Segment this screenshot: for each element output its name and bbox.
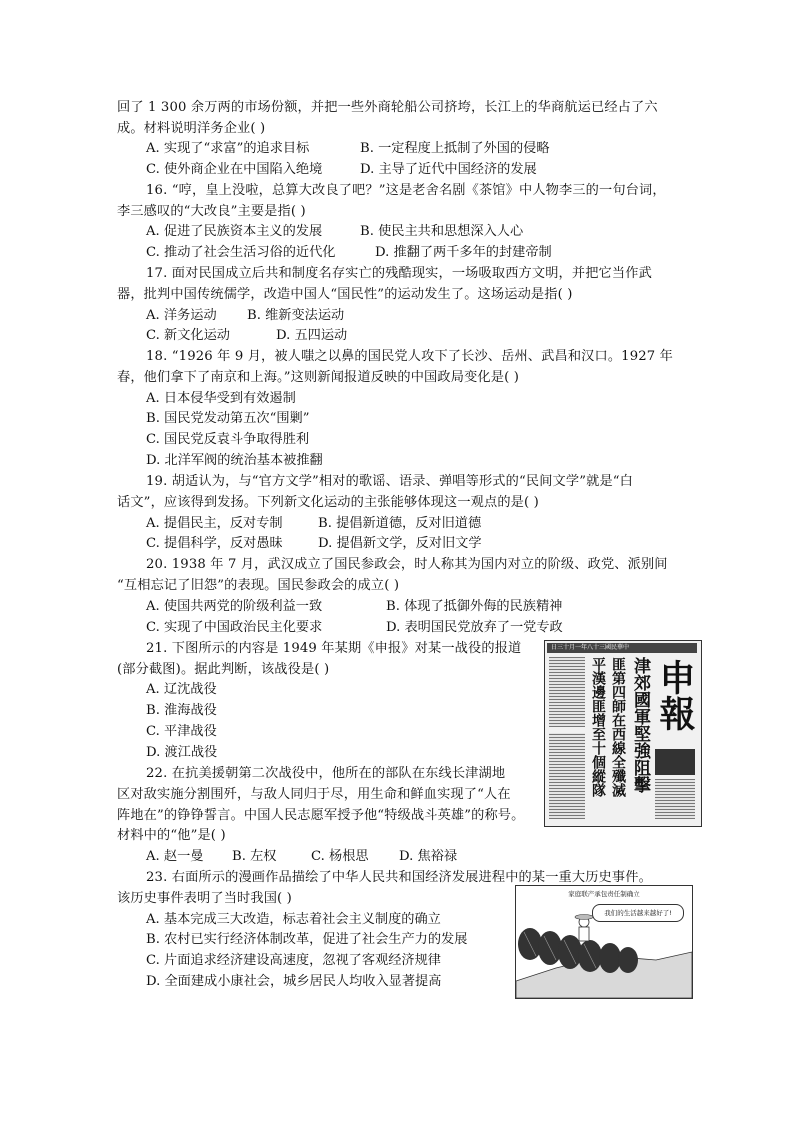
text-line: 区对敌实施分割围歼，与敌人同归于尽，用生命和鲜血实现了“人在 [117, 787, 511, 802]
option-d: D. 渡江战役 [146, 745, 218, 760]
option-a: A. 洋务运动 [146, 308, 217, 323]
option-d: D. 推翻了两千多年的封建帝制 [375, 245, 552, 260]
question-20: 20. 1938 年 7 月，武汉成立了国民参政会，时人称其为国内对立的阶级、政党、派别间 [146, 557, 668, 572]
option-b: B. 一定程度上抵制了外国的侵略 [360, 141, 550, 156]
question-16: 16. “哼，皇上没啦，总算大改良了吧？”这是老舍名剧《茶馆》中人物李三的一句台词， [146, 183, 666, 198]
newspaper-title: 申報 [654, 659, 696, 731]
newspaper-headline: 匪第四師在西線全殲滅 [610, 657, 626, 797]
option-a: A. 提倡民主，反对专制 [146, 516, 283, 531]
option-c: C. 国民党反袁斗争取得胜利 [146, 432, 310, 447]
cartoon-caption: 家庭联产承包责任制确立 [568, 890, 640, 898]
option-b: B. 农村已实行经济体制改革，促进了社会生产力的发展 [146, 932, 468, 947]
option-c: C. 推动了社会生活习俗的近代化 [146, 245, 336, 260]
question-22: 22. 在抗美援朝第二次战役中，他所在的部队在东线长津湖地 [146, 766, 506, 781]
option-d: D. 表明国民党放弃了一党专政 [386, 620, 563, 635]
newspaper-date: 日三十月一年八十三國民華中 [551, 644, 630, 651]
question-17: 17. 面对民国成立后共和制度名存实亡的残酷现实，一场吸取西方文明，并把它当作武 [146, 266, 652, 281]
option-b: B. 左权 [232, 849, 277, 864]
text-line: 成。材料说明洋务企业( ) [117, 121, 266, 136]
newspaper-ad-block [655, 749, 695, 775]
text-line: 该历史事件表明了当时我国( ) [117, 891, 292, 906]
cartoon-image [515, 885, 693, 999]
option-d: D. 五四运动 [276, 328, 348, 343]
text-line: 阵地在”的铮铮誓言。中国人民志愿军授予他“特级战斗英雄”的称号。 [117, 808, 525, 823]
option-a: A. 促进了民族资本主义的发展 [146, 224, 323, 239]
question-21: 21. 下图所示的内容是 1949 年某期《申报》对某一战役的报道 [146, 641, 522, 656]
text-line: “互相忘记了旧怨”的表现。国民参政会的成立( ) [117, 578, 400, 593]
option-d: D. 北洋军阀的统治基本被推翻 [146, 453, 323, 468]
question-18: 18. “1926 年 9 月，被人嗤之以鼻的国民党人攻下了长沙、岳州、武昌和汉口。1927 年 [146, 349, 674, 364]
speech-bubble: 我们的生活越来越好了! [592, 904, 684, 922]
text-line: 李三感叹的“大改良”主要是指( ) [117, 204, 306, 219]
option-b: B. 淮海战役 [146, 703, 217, 718]
option-d: D. 提倡新文学，反对旧文学 [318, 536, 482, 551]
text-line: 材料中的“他”是( ) [117, 828, 226, 843]
shenbao-newspaper-image [544, 640, 702, 827]
newspaper-column-text [549, 733, 585, 819]
option-c: C. 平津战役 [146, 724, 217, 739]
option-d: D. 主导了近代中国经济的发展 [360, 162, 537, 177]
option-d: D. 全面建成小康社会，城乡居民人均收入显著提高 [146, 974, 442, 989]
option-a: A. 实现了“求富”的追求目标 [146, 141, 310, 156]
newspaper-column-text [549, 657, 585, 727]
option-a: A. 辽沈战役 [146, 682, 217, 697]
option-d: D. 焦裕禄 [399, 849, 458, 864]
cartoon-drawing [516, 886, 692, 998]
text-line: 春，他们拿下了南京和上海。”这则新闻报道反映的中国政局变化是( ) [117, 370, 520, 385]
newspaper-masthead-bar [547, 643, 697, 653]
newspaper-column-text [655, 779, 695, 819]
text-line: (部分截图)。据此判断，该战役是( ) [117, 662, 330, 677]
option-c: C. 实现了中国政治民主化要求 [146, 620, 323, 635]
question-19: 19. 胡适认为，与“官方文学”相对的歌谣、语录、弹唱等形式的“民间文学”就是“白 [146, 474, 634, 489]
newspaper-headline: 平漢邊匪增至十個縱隊 [590, 657, 606, 797]
option-b: B. 维新变法运动 [247, 308, 345, 323]
option-a: A. 日本侵华受到有效遏制 [146, 391, 296, 406]
option-c: C. 杨根思 [311, 849, 369, 864]
option-b: B. 国民党发动第五次“围剿” [146, 411, 310, 426]
text-line: 话文”，应该得到发扬。下列新文化运动的主张能够体现这一观点的是( ) [117, 495, 539, 510]
option-c: C. 使外商企业在中国陷入绝境 [146, 162, 323, 177]
newspaper-headline: 津郊國軍堅強阻擊 [630, 657, 650, 793]
text-line: 器，批判中国传统儒学，改造中国人“国民性”的运动发生了。这场运动是指( ) [117, 287, 573, 302]
option-b: B. 使民主共和思想深入人心 [360, 224, 524, 239]
option-c: C. 提倡科学，反对愚昧 [146, 536, 283, 551]
option-a: A. 使国共两党的阶级利益一致 [146, 599, 323, 614]
option-c: C. 片面追求经济建设高速度，忽视了客观经济规律 [146, 953, 441, 968]
option-a: A. 基本完成三大改造，标志着社会主义制度的确立 [146, 912, 441, 927]
option-c: C. 新文化运动 [146, 328, 230, 343]
option-b: B. 体现了抵御外侮的民族精神 [386, 599, 563, 614]
option-a: A. 赵一曼 [146, 849, 204, 864]
option-b: B. 提倡新道德，反对旧道德 [318, 516, 482, 531]
question-23: 23. 右面所示的漫画作品描绘了中华人民共和国经济发展进程中的某一重大历史事件。 [146, 870, 652, 885]
text-line: 回了 1 300 余万两的市场份额，并把一些外商轮船公司挤垮，长江上的华商航运已经占了六 [117, 100, 658, 115]
